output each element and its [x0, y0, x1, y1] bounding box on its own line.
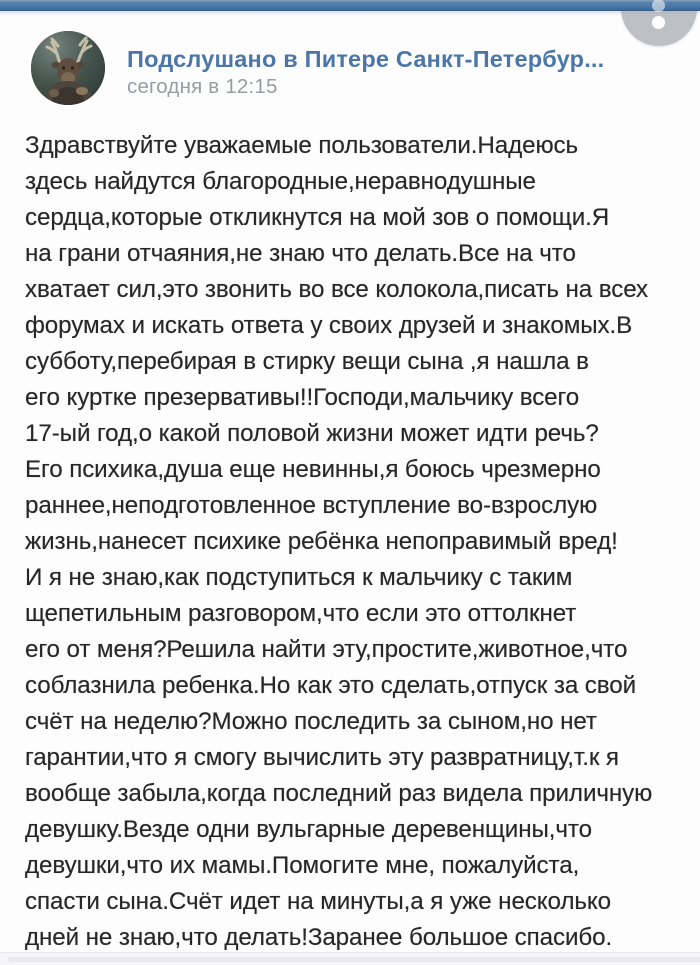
post-text-line: сердца,которые откликнутся на мой зов о помощи.Я — [25, 204, 610, 231]
post-text-line: жизнь,нанесет психике ребёнка непоправимый вред! — [25, 528, 618, 555]
post-text-line: субботу,перебирая в стирку вещи сына ,я нашла в — [25, 348, 589, 375]
community-avatar[interactable] — [31, 31, 105, 105]
post-text-line: девушки,что их мамы.Помогите мне, пожалуйста, — [25, 852, 580, 879]
post-text — [25, 128, 697, 956]
post-text-line: гарантии,что я смогу вычислить эту развратницу,т.к я — [25, 744, 619, 771]
post-text-line: хватает сил,это звонить во все колокола,писать на всех — [25, 276, 649, 303]
post-text-line: счёт на неделю?Можно последить за сыном,но нет — [25, 708, 597, 735]
post-text-line: 17-ый год,о какой половой жизни может идти речь? — [25, 420, 599, 447]
post-text-line: спасти сына.Счёт идет на минуты,а я уже несколько — [25, 888, 611, 915]
post-text-line: его куртке презервативы!!Господи,мальчику всего — [25, 384, 580, 411]
post-text-line: дней не знаю,что делать!Заранее большое спасибо. — [25, 924, 613, 951]
post-text-line: Его психика,душа еще невинны,я боюсь чрезмерно — [25, 456, 601, 483]
post-text-line: форумах и искать ответа у своих друзей и знакомых.В — [25, 312, 633, 339]
post-text-line: здесь найдутся благородные,неравнодушные — [25, 168, 536, 195]
post-text-line: Здравствуйте уважаемые пользователи.Надеюсь — [25, 132, 578, 159]
next-card-edge — [8, 957, 700, 962]
post-text-line: И я не знаю,как подступиться к мальчику с таким — [25, 564, 573, 591]
more-vertical-icon — [652, 16, 665, 29]
post-text-line: вообще забыла,когда последний раз видела приличную — [25, 780, 653, 807]
post-timestamp[interactable]: сегодня в 12:15 — [127, 75, 278, 98]
post-text-line: щепетильным разговором,что если это оттолкнет — [25, 600, 577, 627]
post-text-line: на грани отчаяния,не знаю что делать.Все на что — [25, 240, 576, 267]
deer-avatar-icon — [31, 31, 105, 105]
status-bar — [0, 0, 700, 11]
card-bottom-divider — [0, 952, 700, 965]
community-name-link[interactable]: Подслушано в Питере Санкт-Петербур... — [127, 46, 605, 72]
post-text-line: девушку.Везде одни вульгарные деревенщины,что — [25, 816, 592, 843]
post-text-line: раннее,неподготовленное вступление во-взрослую — [25, 492, 598, 519]
post-text-line: соблазнила ребенка.Но как это сделать,отпуск за свой — [25, 672, 637, 699]
post-text-line: его от меня?Решила найти эту,простите,животное,что — [25, 636, 628, 663]
